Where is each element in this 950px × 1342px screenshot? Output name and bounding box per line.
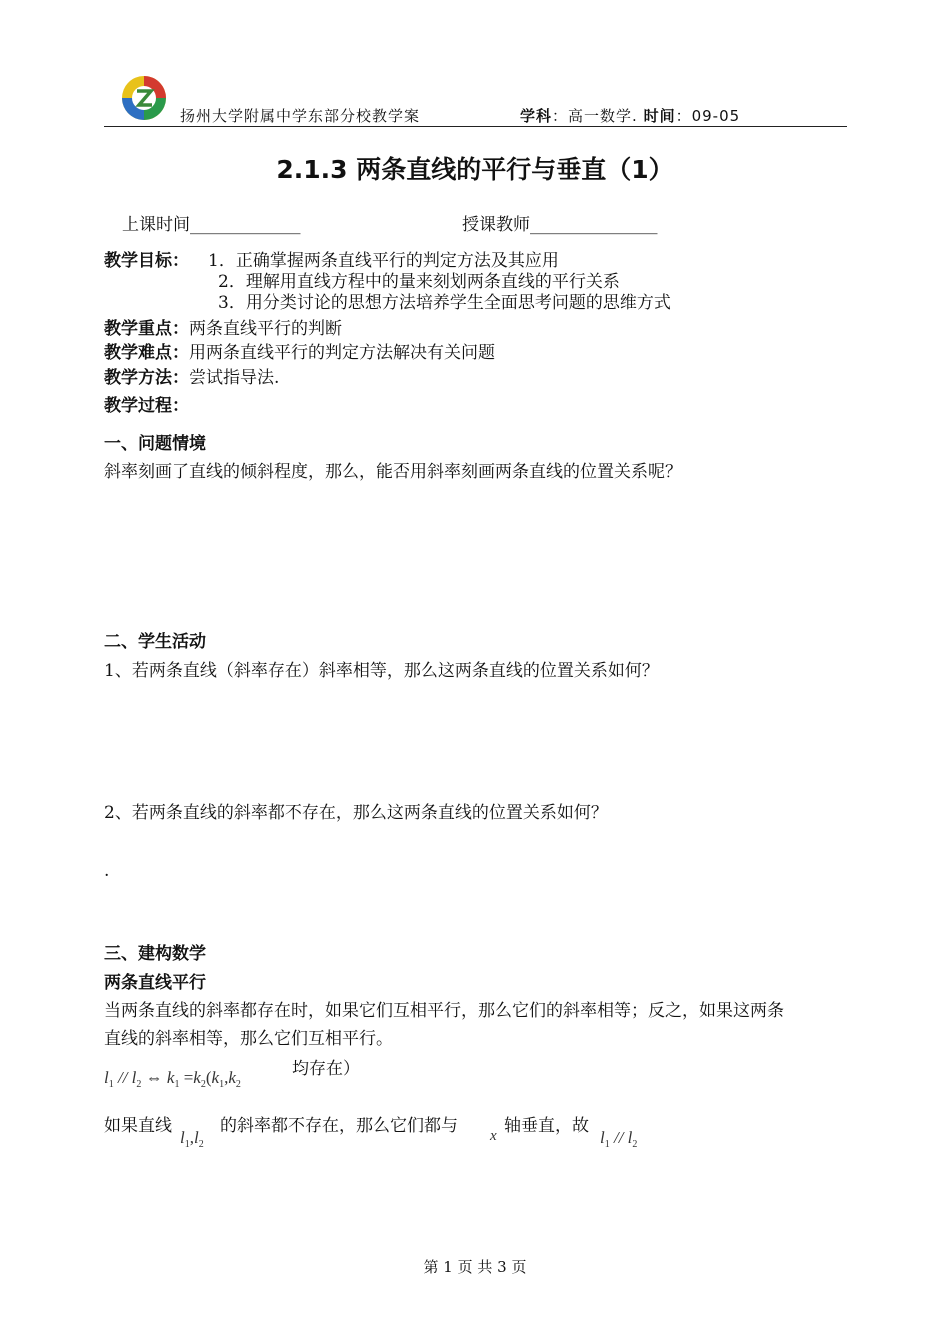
section3-paragraph-line-2: 直线的斜率相等，那么它们互相平行。: [104, 1029, 393, 1049]
page-title: 2.1.3 两条直线的平行与垂直（1）: [276, 155, 674, 184]
objectives-label: 教学目标：: [104, 251, 189, 271]
difficulty-label: 教学难点：: [104, 343, 189, 363]
header-divider: [104, 126, 847, 127]
x-axis-symbol: x: [490, 1128, 497, 1144]
method-text: 尝试指导法.: [189, 368, 280, 388]
section3-paragraph-line-1: 当两条直线的斜率都存在时，如果它们互相平行，那么它们的斜率相等；反之，如果这两条: [104, 1001, 784, 1021]
formula-math: $l_1 // l_2$ ⇔ $k_1 =k_2(k_1,k_2$: [104, 1068, 241, 1090]
header-time-value: ：09-05: [675, 107, 741, 125]
key-point: [104, 318, 342, 340]
difficulty-text: 用两条直线平行的判定方法解决有关问题: [189, 343, 495, 363]
header-subject-label: 学科: [520, 107, 553, 125]
section2-question-2: 2、若两条直线的斜率都不存在，那么这两条直线的位置关系如何？: [104, 803, 608, 823]
section2-heading: 二、学生活动: [104, 632, 206, 652]
objective-item: 2．理解用直线方程中的量来刻划两条直线的平行关系: [218, 272, 620, 292]
conclusion-l1-parallel-l2: $l_1 // l_2$: [600, 1128, 638, 1150]
section3-heading: 三、建构数学: [104, 944, 206, 964]
header-subject: [520, 105, 740, 126]
formula-tail: 均存在）: [292, 1059, 360, 1079]
section1-text: 斜率刻画了直线的倾斜程度，那么，能否用斜率刻画两条直线的位置关系呢？: [104, 462, 682, 482]
section3-line-3c: 轴垂直，故: [504, 1116, 589, 1136]
difficulty: [104, 342, 495, 364]
parallel-formula: [104, 1068, 241, 1090]
page-footer: 第 1 页 共 3 页: [423, 1258, 527, 1276]
section2-dot: .: [104, 861, 110, 881]
process-label: 教学过程：: [104, 396, 189, 416]
school-logo: [118, 70, 170, 122]
objective-item: 3．用分类讨论的思想方法培养学生全面思考问题的思维方式: [218, 293, 671, 313]
teacher-field: 授课教师_______________: [462, 215, 658, 235]
section3-line-3b: 的斜率都不存在，那么它们都与: [220, 1116, 458, 1136]
class-time-field: 上课时间_____________: [122, 215, 301, 235]
key-point-label: 教学重点：: [104, 319, 189, 339]
header-time-label: 时间: [643, 107, 676, 125]
method-label: 教学方法：: [104, 368, 189, 388]
section3-subheading: 两条直线平行: [104, 973, 206, 993]
method: [104, 367, 279, 389]
section1-heading: 一、问题情境: [104, 434, 206, 454]
key-point-text: 两条直线平行的判断: [189, 319, 342, 339]
header-school-name: 扬州大学附属中学东部分校教学案: [180, 107, 421, 125]
section2-question-1: 1、若两条直线（斜率存在）斜率相等，那么这两条直线的位置关系如何？: [104, 661, 659, 681]
lines-l1-l2: $l_1,l_2$: [180, 1128, 204, 1150]
section3-line-3a: 如果直线: [104, 1116, 172, 1136]
header-subject-value: ：高一数学.: [552, 107, 638, 125]
objective-item: 1．正确掌握两条直线平行的判定方法及其应用: [208, 251, 559, 271]
